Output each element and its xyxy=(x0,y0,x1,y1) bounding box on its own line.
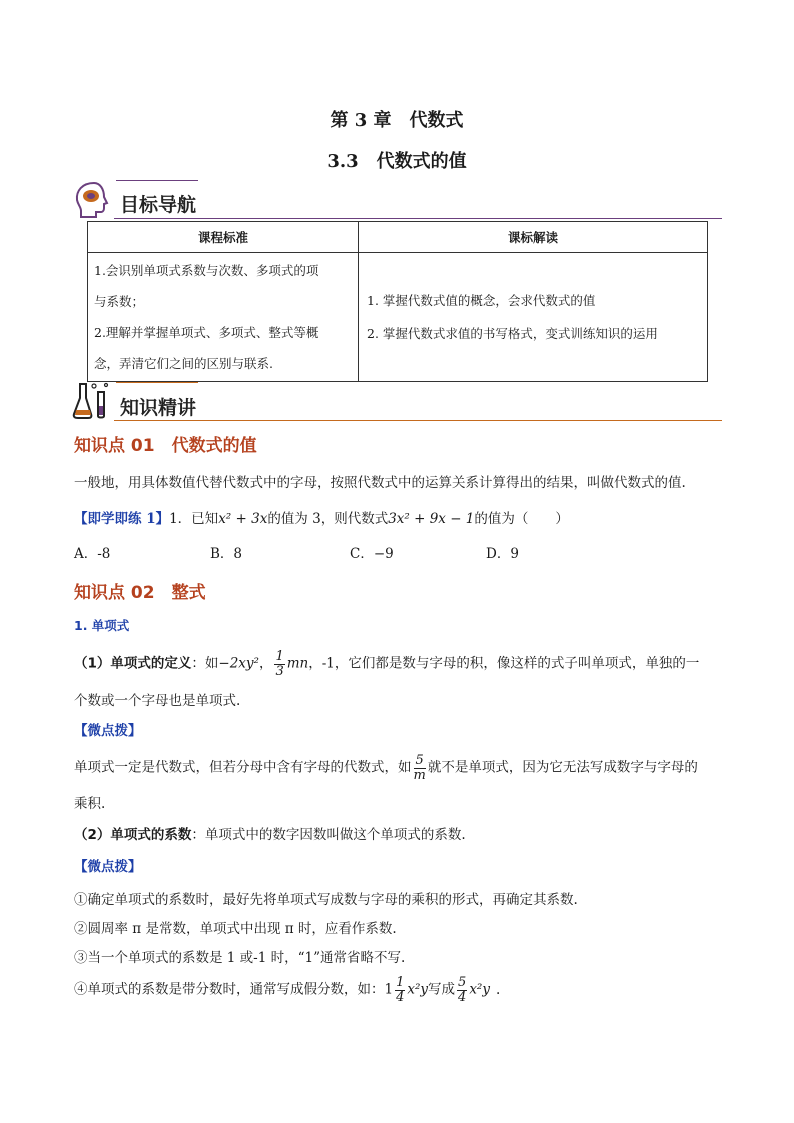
whole-number: 1 xyxy=(384,981,394,998)
monomial-definition xyxy=(74,650,699,678)
tip-text xyxy=(74,754,698,782)
math-expression: x²y xyxy=(407,981,429,998)
goal-banner-rule xyxy=(114,218,722,219)
rule-text: ④单项式的系数是带分数时，通常写成假分数，如： xyxy=(74,981,385,998)
tip-tag: 【微点拨】 xyxy=(74,723,142,739)
interpretation-line: 2. 掌握代数式求值的书写格式，变式训练知识的运用 xyxy=(367,326,658,341)
monomial-definition-line2: 个数或一个字母也是单项式. xyxy=(74,693,241,709)
rule-text: . xyxy=(495,981,501,998)
definition-text: ， xyxy=(258,655,273,672)
fraction-denominator: m xyxy=(413,767,426,783)
standards-line: 与系数； xyxy=(94,294,145,309)
coefficient-text: ：单项式中的数字因数叫做这个单项式的系数. xyxy=(191,827,466,843)
rule-item: ③当一个单项式的系数是 1 或-1 时，“1”通常省略不写. xyxy=(74,950,406,966)
banner-top-rule xyxy=(116,180,198,181)
section-title: 3.3 代数式的值 xyxy=(327,151,467,172)
knowledge-banner-title: 知识精讲 xyxy=(120,397,197,419)
fraction-numerator: 1 xyxy=(396,975,405,990)
practice-tag: 【即学即练 1】 xyxy=(74,511,170,527)
fraction xyxy=(414,754,426,782)
rule-item-mixed-fraction xyxy=(74,976,500,1004)
fraction xyxy=(274,650,284,678)
goal-banner xyxy=(72,178,722,222)
kp1-definition: 一般地，用具体数值代替代数式中的字母，按照代数式中的运算关系计算得出的结果，叫做代数式的值. xyxy=(74,475,686,491)
option-a[interactable]: A．-8 xyxy=(74,546,111,562)
fraction-numerator: 1 xyxy=(275,649,284,664)
knowledge-banner xyxy=(72,380,722,424)
standards-line: 念，弄清它们之间的区别与联系. xyxy=(94,356,273,371)
rule-item: ②圆周率 π 是常数，单项式中出现 π 时，应看作系数. xyxy=(74,921,397,937)
question-text: 1．已知 xyxy=(169,511,219,527)
interpretation-cell xyxy=(359,253,708,382)
coefficient-label: （2）单项式的系数 xyxy=(74,827,192,843)
coefficient-definition xyxy=(74,823,466,843)
goal-banner-title: 目标导航 xyxy=(120,194,197,216)
fraction-denominator: 4 xyxy=(396,989,405,1005)
tip-text-line2: 乘积. xyxy=(74,796,106,812)
option-d[interactable]: D．9 xyxy=(486,546,519,562)
tip-text-part: 单项式一定是代数式，但若分母中含有字母的代数式，如 xyxy=(74,759,412,776)
math-expression: mn xyxy=(286,655,309,672)
standards-table xyxy=(87,221,708,382)
interpretation-line: 1. 掌握代数式值的概念，会求代数式的值 xyxy=(367,293,596,308)
fraction-denominator: 4 xyxy=(458,989,467,1005)
math-expression: x²y xyxy=(469,981,490,998)
chapter-title: 第 3 章 代数式 xyxy=(330,110,464,131)
option-b[interactable]: B．8 xyxy=(210,546,243,562)
answer-options xyxy=(74,542,634,560)
kp1-heading: 知识点 01 代数式的值 xyxy=(74,436,257,456)
question-text: 的值为（ ） xyxy=(474,511,569,527)
knowledge-banner-rule xyxy=(114,420,722,421)
math-expression: −2xy² xyxy=(218,655,259,672)
standards-cell xyxy=(88,253,359,382)
math-expression: 3x² + 9x − 1 xyxy=(388,511,475,527)
banner-top-rule xyxy=(116,382,198,383)
standards-line: 2.理解并掌握单项式、多项式、整式等概 xyxy=(94,325,319,340)
tip-text-part: 就不是单项式，因为它无法写成数字与字母的 xyxy=(427,759,698,776)
definition-label: （1）单项式的定义 xyxy=(74,655,192,672)
math-expression: x² + 3x xyxy=(218,511,268,527)
definition-text: ：如 xyxy=(191,655,219,672)
fraction-numerator: 5 xyxy=(458,975,467,990)
fraction xyxy=(395,976,405,1004)
brain-head-icon xyxy=(72,180,112,218)
tip2-tag: 【微点拨】 xyxy=(74,859,142,875)
fraction xyxy=(457,976,467,1004)
definition-text: ，-1，它们都是数与字母的积，像这样的式子叫单项式，单独的一 xyxy=(308,655,700,672)
standards-line: 1.会识别单项式系数与次数、多项式的项 xyxy=(94,263,319,278)
table-header-interpretation: 课标解读 xyxy=(359,222,708,253)
question-text: 的值为 3，则代数式 xyxy=(267,511,389,527)
lab-flask-icon xyxy=(72,380,112,420)
fraction-denominator: 3 xyxy=(275,663,284,679)
option-c[interactable]: C．−9 xyxy=(350,546,394,562)
rule-item: ①确定单项式的系数时，最好先将单项式写成数与字母的乘积的形式，再确定其系数. xyxy=(74,892,578,908)
table-header-standards: 课程标准 xyxy=(88,222,359,253)
sub-heading-monomial: 1. 单项式 xyxy=(74,618,130,633)
kp2-heading: 知识点 02 整式 xyxy=(74,583,206,603)
fraction-numerator: 5 xyxy=(414,754,426,769)
rule-text: 写成 xyxy=(428,981,456,998)
practice-question xyxy=(74,507,569,527)
